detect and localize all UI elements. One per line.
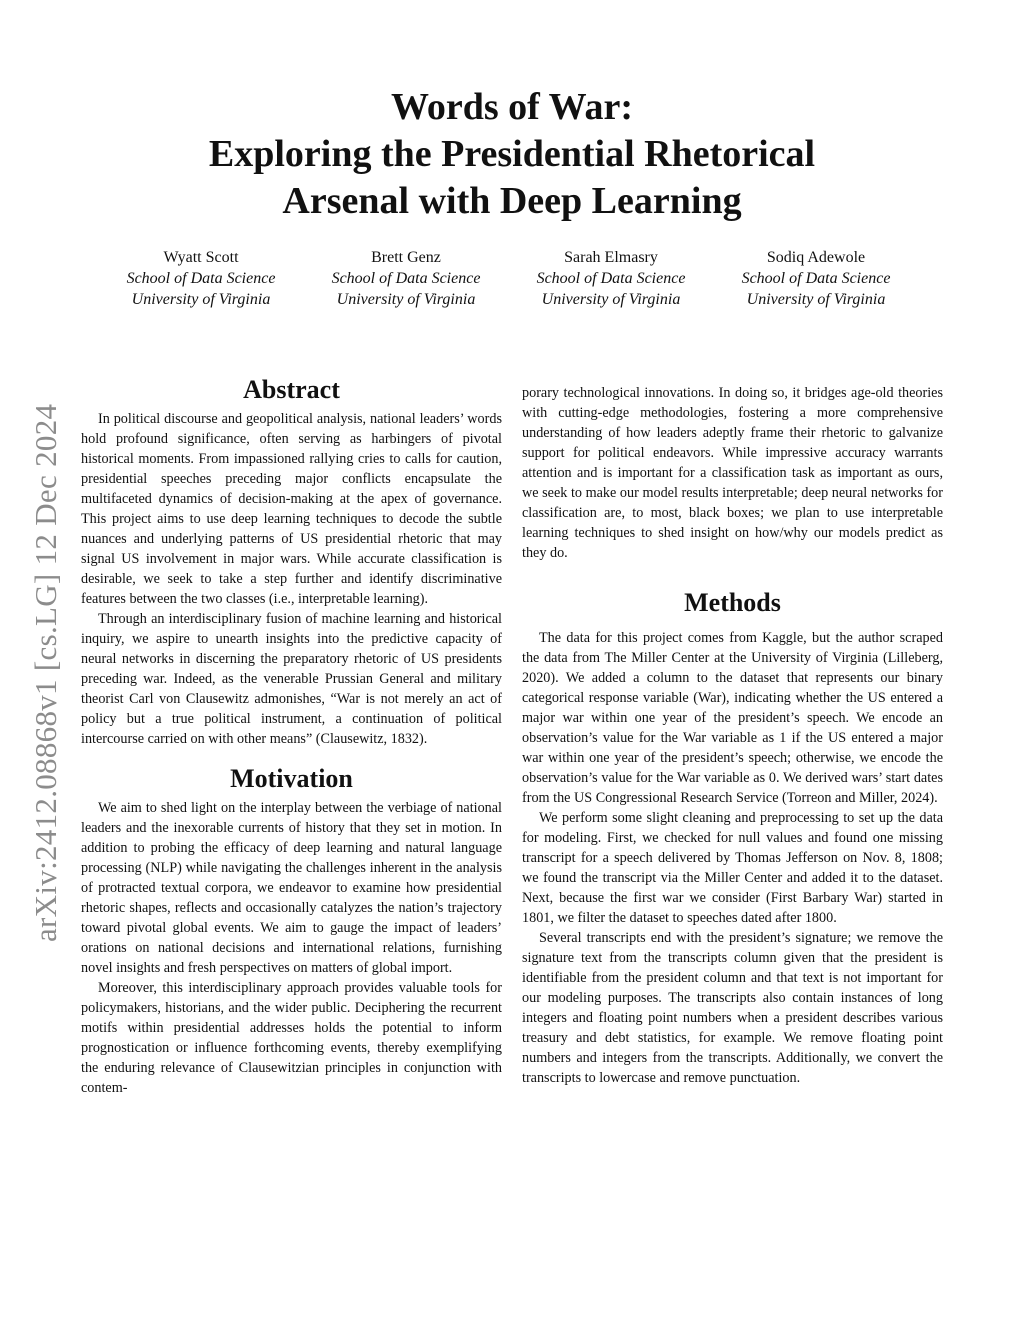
methods-heading: Methods xyxy=(684,588,781,617)
author-name: Brett Genz xyxy=(371,249,441,266)
author-name: Wyatt Scott xyxy=(163,249,239,266)
author-name: Sodiq Adewole xyxy=(766,249,866,266)
author-4 xyxy=(716,247,916,310)
motivation-heading: Motivation xyxy=(230,764,353,793)
methods-paragraph-3: Several transcripts end with the president’s signature; we remove the signature text from the transcripts column given that the president is identifiable from the president column and that text is not important for our modeling purposes. The transcripts also contain instances of long integers and floating point numbers when a president describes various treasury and debt statistics, for example. We remove floating point numbers and integers from the transcripts. Additionally, we convert the transcripts to lowercase and remove punctuation. xyxy=(522,930,943,1086)
author-department: School of Data Science xyxy=(126,270,276,287)
title-line-2: Exploring the Presidential Rhetorical xyxy=(208,133,816,175)
methods-paragraph-1: The data for this project comes from Kaggle, but the author scraped the data from The Miller Center at the University of Virginia (Lilleberg, 2020). We added a column to the dataset that represents our binary categorical response variable (War), indicating whether the US entered a major war within one year of the president’s speech. We encode an observation’s value for the War variable as 1 if the US entered a major war within one year of the president’s speech; otherwise, we encode the observation’s value for the War variable as 0. We derived wars’ start dates from the US Congressional Research Service (Torreon and Miller, 2024). xyxy=(522,630,943,806)
abstract-paragraph-1: In political discourse and geopolitical analysis, national leaders’ words hold profound significance, often serving as harbingers of pivotal historical moments. From impassioned rallying cries to calls for caution, presidential speeches preceding major conflicts encapsulate the multifaceted dynamics of decision-making at the apex of governance. This project aims to use deep learning techniques to decode the subtle nuances and underlying patterns of US presidential rhetoric that may signal US involvement in major wars. While accurate classification is desirable, we seek to take a step further and identify discriminative features between the two classes (i.e., interpretable learning). xyxy=(81,411,502,607)
abstract-heading: Abstract xyxy=(243,375,340,404)
author-name: Sarah Elmasry xyxy=(564,249,658,266)
author-block xyxy=(100,247,924,317)
author-1 xyxy=(101,247,301,310)
title-line-3: Arsenal with Deep Learning xyxy=(282,180,742,222)
abstract-paragraph-2: Through an interdisciplinary fusion of machine learning and historical inquiry, we aspire to unearth insights into the predictive capacity of neural networks in discerning the preparatory rhetoric of US presidents preceding war. Indeed, as the venerable Prussian General and military theorist Carl von Clausewitz admonishes, “War is not merely an act of policy but a true political instrument, a continuation of political intercourse carried on with other means” (Clausewitz, 1832). xyxy=(81,611,502,747)
motivation-paragraph-2-continued: porary technological innovations. In doing so, it bridges age-old theories with cutting-edge methodologies, fostering a more comprehensive understanding of how leaders adeptly frame their rhetoric to galvanize support for political endeavors. While impressive accuracy warrants attention and is important for a classification task as important as ours, we seek to make our model results interpretable; deep neural networks for classification are, to most, black boxes; we plan to use interpretable learning techniques to shed insight on how/why our models predict as they do. xyxy=(522,385,943,561)
right-column xyxy=(522,383,943,1088)
author-university: University of Virginia xyxy=(336,291,476,308)
author-university: University of Virginia xyxy=(541,291,681,308)
left-column xyxy=(81,374,502,1098)
motivation-paragraph-1: We aim to shed light on the interplay between the verbiage of national leaders and the inexorable currents of history that they set in motion. In addition to probing the efficacy of deep learning and natural language processing (NLP) while navigating the challenges inherent in the analysis of protracted textual corpora, we endeavor to examine how presidential rhetoric shapes, reflects and occasionally catalyzes the nation’s trajectory toward pivotal global events. We aim to gauge the impact of leaders’ orations on national decisions and international relations, furnishing novel insights and fresh perspectives on matters of global import. xyxy=(81,800,502,976)
author-2 xyxy=(306,247,506,310)
arxiv-identifier: arXiv:2412.08868v1 [cs.LG] 12 Dec 2024 xyxy=(28,403,63,942)
author-university: University of Virginia xyxy=(746,291,886,308)
motivation-paragraph-2: Moreover, this interdisciplinary approach provides valuable tools for policymakers, historians, and the wider public. Deciphering the recurrent motifs within presidential addresses holds the potential to inform prognostication or influence forthcoming events, thereby exemplifying the enduring relevance of Clausewitzian principles in conjunction with contem- xyxy=(81,980,502,1096)
author-department: School of Data Science xyxy=(741,270,891,287)
author-university: University of Virginia xyxy=(131,291,271,308)
title-line-1: Words of War: xyxy=(390,86,634,128)
paper-title xyxy=(100,84,924,225)
author-department: School of Data Science xyxy=(536,270,686,287)
author-department: School of Data Science xyxy=(331,270,481,287)
methods-paragraph-2: We perform some slight cleaning and preprocessing to set up the data for modeling. First, we checked for null values and found one missing transcript for a speech delivered by Thomas Jefferson on Nov. 8, 1808; we found the transcript via the Miller Center and added it to the dataset. Next, because the first war we consider (First Barbary War) started in 1801, we filter the dataset to speeches dated after 1800. xyxy=(522,810,943,926)
author-3 xyxy=(511,247,711,310)
